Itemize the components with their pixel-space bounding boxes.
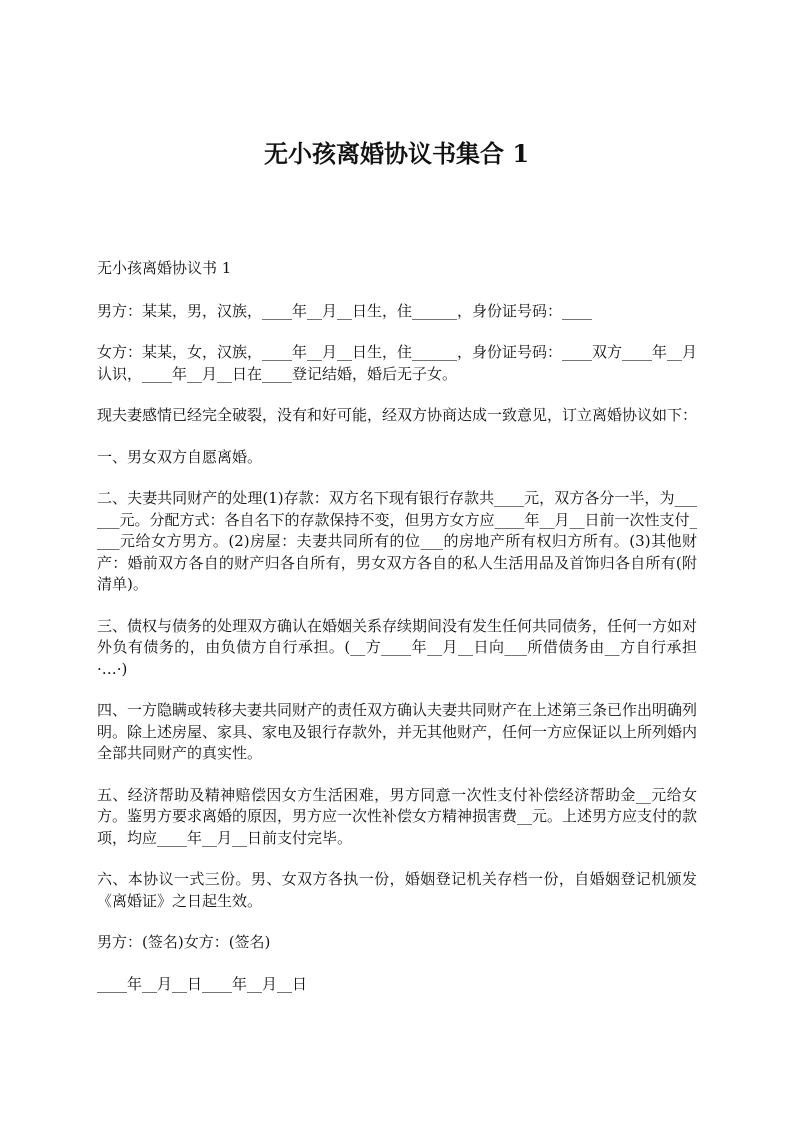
- signature-paragraph: 男方：(签名)女方：(签名): [97, 933, 271, 951]
- date-paragraph: ____年__月__日____年__月__日: [97, 974, 308, 993]
- clause-6-paragraph: 六、本协议一式三份。男、女双方各执一份，婚姻登记机关存档一份，自婚姻登记机颁发《离婚证》之日起生效。: [97, 870, 697, 910]
- clause-2-paragraph: 二、夫妻共同财产的处理(1)存款：双方名下现有银行存款共____元，双方各分一半，为______元。分配方式：各自名下的存款保持不变，但男方女方应____年__月__日前一次性支付____元给女方男方。(2)房屋：夫妻共同所有的位___的房地产所有权归方所有。(3)其他财产：婚前双方各自的财产归各自所有，男女双方各自的私人生活用品及首饰归各自所有(附清单)。: [97, 489, 698, 593]
- male-party-paragraph: 男方：某某，男，汉族，____年__月__日生，住______，身份证号码：____: [97, 301, 593, 320]
- intro-paragraph: 现夫妻感情已经完全破裂，没有和好可能，经双方协商达成一致意见，订立离婚协议如下：: [97, 406, 698, 424]
- clause-1-paragraph: 一、男女双方自愿离婚。: [97, 447, 263, 466]
- subtitle-paragraph: 无小孩离婚协议书 1: [97, 259, 232, 277]
- clause-4-paragraph: 四、一方隐瞒或转移夫妻共同财产的责任双方确认夫妻共同财产在上述第三条已作出明确列明。除上述房屋、家具、家电及银行存款外，并无其他财产，任何一方应保证以上所列婚内全部共同财产的真实性。: [97, 701, 698, 762]
- document-title: 无小孩离婚协议书集合 1: [263, 139, 530, 168]
- clause-3-paragraph: 三、债权与债务的处理双方确认在婚姻关系存续期间没有发生任何共同债务，任何一方如对外负有债务的，由负债方自行承担。(__方____年__月__日向___所借债务由__方自行承担·…·): [97, 616, 698, 678]
- female-party-paragraph: 女方：某某，女，汉族，____年__月__日生，住______，身份证号码：____双方____年__月认识，____年__月__日在____登记结婚，婚后无子女。: [97, 343, 698, 383]
- clause-5-paragraph: 五、经济帮助及精神赔偿因女方生活困难，男方同意一次性支付补偿经济帮助金__元给女方。鉴男方要求离婚的原因，男方应一次性补偿女方精神损害费__元。上述男方应支付的款项，均应____年__月__日前支付完毕。: [97, 785, 698, 847]
- document-body: [97, 258, 697, 1015]
